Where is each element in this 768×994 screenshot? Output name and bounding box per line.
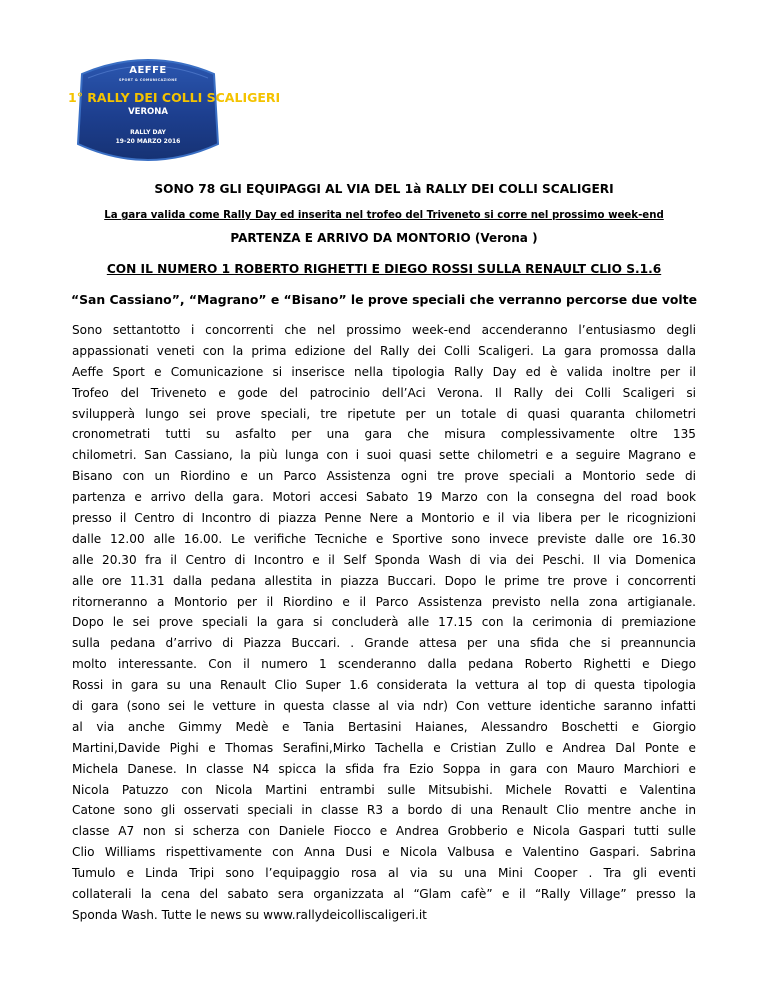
body-line: Michela Danese. In classe N4 spicca la sfida fra Ezio Soppa in gara con Mauro Marchiori e [72, 761, 696, 776]
body-line: molto interessante. Con il numero 1 scenderanno dalla pedana Roberto Righetti e Diego [72, 657, 696, 672]
body-line: dalle 12.00 alle 16.00. Le verifiche Tecniche e Sportive sono invece previste dalle ore 16.30 [72, 531, 696, 546]
headline: SONO 78 GLI EQUIPAGGI AL VIA DEL 1à RALLY DEI COLLI SCALIGERI [154, 182, 614, 196]
body-line: Aeffe Sport e Comunicazione si inserisce nella tipologia Rally Day ed è valida inoltre per il [72, 364, 696, 379]
body-line: appassionati veneti con la prima edizione del Rally dei Colli Scaligeri. La gara promossa dalla [72, 343, 696, 358]
logo-brand: AEFFE [129, 65, 167, 76]
body-line: Trofeo del Triveneto e gode del patrocinio dell’Aci Verona. Il Rally dei Colli Scaligeri si [72, 385, 696, 400]
event-logo [68, 52, 281, 170]
body-line: classe A7 non si scherza con Daniele Fiocco e Andrea Grobberio e Nicola Gaspari tutti sulle [72, 824, 696, 839]
body-line: ritorneranno a Montorio per il Riordino e il Parco Assistenza previsto nella zona artigianale. [72, 594, 696, 609]
body-line: Dopo le sei prove speciali la gara si concluderà alle 17.15 con la cerimonia di premiazione [72, 615, 696, 630]
body-line: presso il Centro di Incontro di piazza Penne Nere a Montorio e il via libera per le ricognizioni [72, 511, 696, 526]
body-line: svilupperà lungo sei prove speciali, tre ripetute per un totale di quasi quaranta chilometri [72, 406, 696, 421]
logo-city: VERONA [128, 107, 168, 117]
body-line: Martini,Davide Pighi e Thomas Serafini,Mirko Tachella e Cristian Zullo e Andrea Dal Ponte e [72, 740, 696, 755]
body-line: partenza e arrivo della gara. Motori accesi Sabato 19 Marzo con la consegna del road book [72, 490, 696, 505]
body-line: Tumulo e Linda Tripi sono l’equipaggio rosa al via su una Mini Cooper . Tra gli eventi [72, 866, 696, 881]
crew-headline: CON IL NUMERO 1 ROBERTO RIGHETTI E DIEGO ROSSI SULLA RENAULT CLIO S.1.6 [106, 262, 662, 276]
body-line: Clio Williams rispettivamente con Anna Dusi e Nicola Valbusa e Valentino Gaspari. Sabrina [72, 845, 696, 860]
route-heading: PARTENZA E ARRIVO DA MONTORIO (Verona ) [230, 231, 538, 245]
logo-event-type: RALLY DAY [130, 129, 166, 136]
body-line: alle 20.30 fra il Centro di Incontro e il Self Sponda Wash di via dei Peschi. Il via Domenica [72, 552, 696, 567]
stages-headline: “San Cassiano”, “Magrano” e “Bisano” le prove speciali che verranno percorse due volte [70, 292, 697, 307]
body-line: Nicola Patuzzo con Nicola Martini entrambi sulle Mitsubishi. Michele Rovatti e Valentina [72, 782, 696, 797]
logo-dates: 19-20 MARZO 2016 [115, 138, 181, 145]
article-body [72, 320, 696, 926]
body-line: Sono settantotto i concorrenti che nel prossimo week-end accenderanno l’entusiasmo degli [72, 323, 696, 337]
body-line: cronometrati tutti su asfalto per una gara che misura complessivamente oltre 135 [72, 427, 696, 442]
body-line: Sponda Wash. Tutte le news su www.rallydeicolliscaligeri.it [72, 907, 427, 922]
body-line: Bisano con un Riordino e un Parco Assistenza ogni tre prove speciali a Montorio sede di [72, 469, 696, 484]
body-line: sulla pedana d’arrivo di Piazza Buccari. . Grande attesa per una sfida che si preannuncia [72, 636, 696, 651]
logo-title: 1° RALLY DEI COLLI SCALIGERI [68, 90, 281, 105]
body-line: chilometri. San Cassiano, la più lunga con i suoi quasi sette chilometri e a seguire Magrano e [72, 448, 696, 463]
body-line: collaterali la cena del sabato sera organizzata al “Glam cafè” e il “Rally Village” presso la [72, 887, 696, 902]
body-line: Rossi in gara su una Renault Clio Super 1.6 considerata la vettura al top di questa tipologia [72, 678, 696, 693]
body-line: alle ore 11.31 dalla pedana allestita in piazza Buccari. Dopo le prime tre prove i concorrenti [72, 573, 696, 588]
logo-brand-sub: SPORT & COMUNICAZIONE [118, 78, 178, 82]
body-line: al via anche Gimmy Medè e Tania Bertasini Haianes, Alessandro Boschetti e Giorgio [72, 719, 696, 734]
subheadline: La gara valida come Rally Day ed inserita nel trofeo del Triveneto si corre nel prossimo week-end [104, 210, 664, 221]
body-line: di gara (sono sei le vetture in questa classe al via ndr) Con vetture identiche saranno infatti [72, 699, 696, 714]
body-line: Catone sono gli osservati speciali in classe R3 a bordo di una Renault Clio mentre anche in [72, 803, 696, 818]
